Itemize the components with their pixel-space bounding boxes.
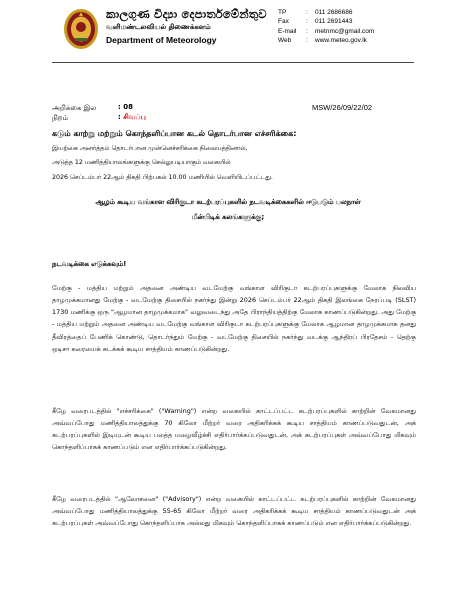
- contact-value[interactable]: www.meteo.gov.lk: [315, 36, 367, 44]
- audience-line: ஆழம் கூடிய வங்காள விரிகுடா கடற்பரப்புகளில் நடவடிக்கைகளில் ஈடுபடும் பலநாள்: [95, 198, 361, 206]
- contact-row-web: Web : www.meteo.gov.lk: [278, 36, 367, 44]
- department-emblem-icon: [63, 8, 99, 50]
- report-number-label: அறிக்கை இல: [52, 104, 97, 112]
- org-name-english: Department of Meteorology: [106, 35, 217, 45]
- contact-key: E-mail: [278, 27, 297, 35]
- contact-block: [278, 8, 374, 45]
- org-name-tamil: வளிமண்டலவியல் திணைக்களம்: [106, 23, 211, 31]
- contact-key: TP: [278, 9, 287, 16]
- contact-row-tp: TP : 011 2686686: [278, 9, 353, 16]
- intro-line: 2026 செப்டம்பர் 22ஆம் திகதி பிற்பகல் 10.00 மணியில் வெளியிடப்பட்டது.: [52, 174, 273, 181]
- body-paragraph-advisory: கீழே வரைபடத்தில் "ஆலோசனை" ("Advisory") என்ற வகையில் காட்டப்பட்ட கடற்பரப்புகளில் காற்றின் வேகமானது அவ்வப்போது மணித்தியாலத்துக்கு 55-65 கிலோ மீற்றர் வரை அதிகரிக்கக் கூடிய சாத்தியம் காணப்படுவதுடன் அக் கடற்பரப்புகள் அவ்வப்போது கொந்தளிப்பாக அல்லது மிகவும் கொந்தளிப்பாகக் காணப்படும் என எதிர்பார்க்கப்படுகின்றது.: [52, 495, 416, 528]
- report-reference: MSW/26/09/22/02: [312, 103, 373, 112]
- org-name-sinhala: කාලගුණ විද්‍යා දෙපාර්තමේන්තුව: [106, 7, 267, 21]
- contact-value: 011 2686686: [315, 9, 353, 16]
- colour-label: நிறம்: [52, 114, 69, 122]
- intro-line: அடுத்த 12 மணித்தியாலங்களுக்கு செல்லுபடியாகும் வகையில்: [52, 159, 231, 166]
- contact-row-fax: Fax : 011 2691443: [278, 18, 353, 26]
- contact-key: Fax: [278, 18, 289, 26]
- audience-line: மீன்பிடிக் கலங்களுக்கு;: [191, 213, 265, 221]
- contact-value[interactable]: metnmc@gmail.com: [315, 27, 375, 35]
- contact-row-email: E-mail : metnmc@gmail.com: [278, 27, 375, 35]
- warning-subject: கடும் காற்று மற்றும் கொந்தளிப்பான கடல் தொடர்பான எச்சரிக்கை:: [52, 129, 297, 138]
- colour-value: : சிவப்பு: [118, 113, 146, 121]
- action-heading: நடவடிக்கை எடுக்கவும்!: [52, 260, 127, 268]
- report-number-value: : 08: [118, 103, 133, 111]
- intro-line: இயற்கை அனர்த்தம் தொடர்பான முன்னெச்சரிக்கை நிலையத்தினால்,: [52, 145, 248, 152]
- header-divider: [52, 62, 414, 63]
- colour-value-text: சிவப்பு: [123, 113, 146, 121]
- contact-value: 011 2691443: [315, 18, 353, 26]
- contact-key: Web: [278, 36, 292, 44]
- body-paragraph-system: மேற்கு - மத்திய மற்றும் அதனை அண்டிய வடமேற்கு வங்காள விரிகுடா கடற்பரப்புகளுக்கு மேலாக நிலவிய தாழமுக்கமானது மேற்கு - வடமேற்கு திசையில் நகர்ந்து இன்று 2026 செப்டம்பர் 22ஆம் திகதி இலங்கை நேரப்படி (SLST) 1730 மணிக்கு ஒரு "ஆழமான தாழமுக்கமாக" வலுவடைந்து அதே பிராந்தியத்திற்கு மேலாக காணப்படுகின்றது. அது மேற்கு - மத்திய மற்றும் அதனை அண்டிய வடமேற்கு வங்காள விரிகுடா கடற்பரப்புகளுக்கு மேலாக ஆழமான தாழமுக்கமாக தனது தீவிரத்தைப் பேணிக் கொண்டு, தொடர்ந்தும் மேற்கு - வடமேற்கு திசையில் நகர்ந்து வடக்கு ஆந்திரப் பிரதேசம் - தெற்கு ஒடிசா கரையைக் கடக்கக் கூடிய சாத்தியம் காணப்படுகின்றது.: [52, 284, 416, 353]
- body-paragraph-warning: கீழே வரைபடத்தில் "எச்சரிக்கை" ("Warning") என்ற வகையில் காட்டப்பட்ட கடற்பரப்புகளில் காற்றின் வேகமானது அவ்வப்போது மணித்தியாலத்துக்கு 70 கிலோ மீற்றர் வரை அதிகரிக்கக் கூடிய சாத்தியம் காணப்படுவதுடன், அக் கடற்பரப்புகளில் இடியுடன் கூடிய பலத்த மழைவீழ்ச்சி எதிர்பார்க்கப்படுவதுடன், அக் கடற்பரப்புகள் அவ்வப்போது மிகவும் கொந்தளிப்பாகக் காணப்படும் என எதிர்பார்க்கப்படுகின்றது.: [52, 407, 416, 452]
